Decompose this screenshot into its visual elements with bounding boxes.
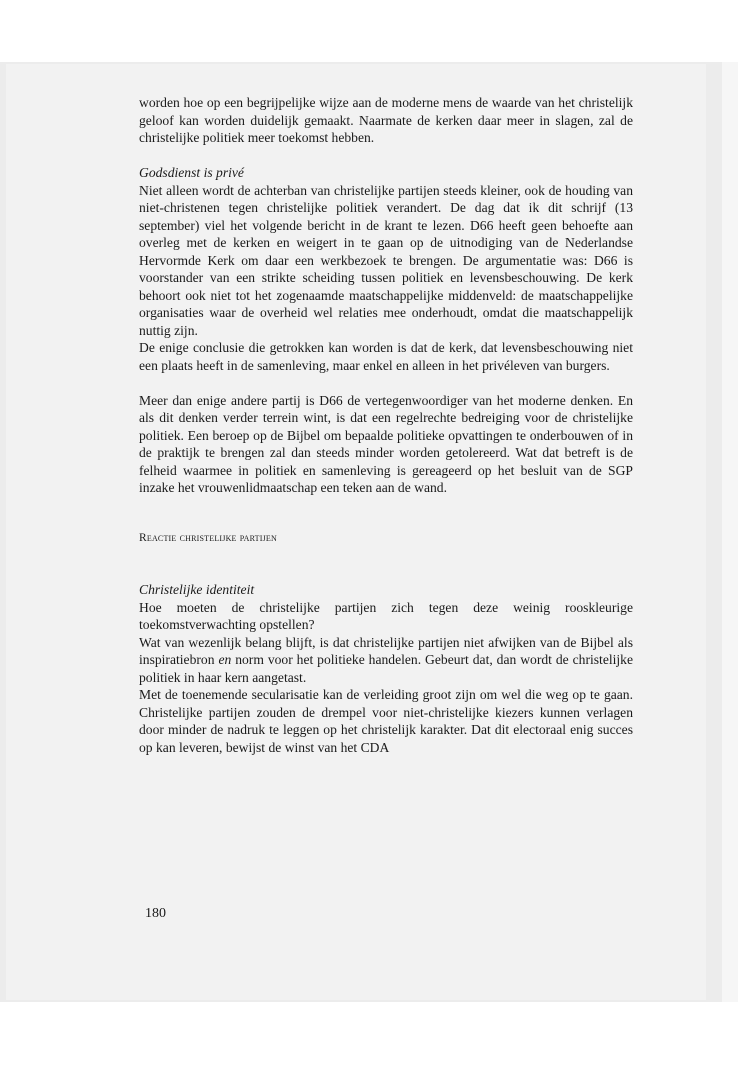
page-number: 180	[145, 906, 166, 921]
section-heading-reactie: Reactie christelijke partijen	[139, 532, 277, 544]
paragraph-4: Meer dan enige andere partij is D66 de vertegenwoordiger van het moderne denken. En als dit denken verder terrein wint, is dat een regelrechte bedreiging voor de christelijke politiek. Een beroep op de Bijbel om bepaalde politieke opvattingen te onderbouwen of in de praktijk te brengen zal dan steeds minder worden getolereerd. Wat dat betreft is de felheid waarmee in politiek en samenleving is gereageerd op het besluit van de SGP inzake het vrouwenlidmaatschap een teken aan de wand.	[139, 392, 633, 495]
page-content	[139, 94, 633, 756]
scan-edge	[722, 62, 738, 1002]
paragraph-7: Met de toenemende secularisatie kan de verleiding groot zijn om wel die weg op te gaan. Christelijke partijen zouden de drempel voor niet-christelijke kiezers kunnen verlagen door minder de nadruk te leggen op het christelijk karakter. Dat dit electoraal enig succes op kan leveren, bewijst de winst van het CDA	[139, 687, 633, 755]
paragraph-6-text-before: Wat van wezenlijk belang blijft, is dat christelijke partijen niet afwijken van de Bijbel als inspiratiebron	[139, 634, 633, 667]
heading-christelijke-identiteit: Christelijke identiteit	[139, 582, 255, 597]
heading-godsdienst-is-prive: Godsdienst is privé	[139, 165, 244, 180]
paragraph-3: De enige conclusie die getrokken kan worden is dat de kerk, dat levensbeschouwing niet een plaats heeft in de samenleving, maar enkel en alleen in het privéleven van burgers.	[139, 340, 633, 373]
paragraph-6-emphasis: en	[218, 652, 232, 667]
paragraph-2: Niet alleen wordt de achterban van christelijke partijen steeds kleiner, ook de houding van niet-christenen tegen christelijke politiek verandert. De dag dat ik dit schrijf (13 september) viel het volgende bericht in de krant te lezen. D66 heeft geen behoefte aan overleg met de kerken en weigert in te gaan op de uitnodiging van de Nederlandse Hervormde Kerk om daar een werkbezoek te brengen. De argumentatie was: D66 is voorstander van een strikte scheiding tussen politiek en levensbeschouwing. De kerk behoort ook niet tot het zogenaamde maatschappelijke middenveld: de maatschappelijke organisaties waar de overheid wel relaties mee onderhoudt, omdat die maatschappelijk nuttig zijn.	[139, 182, 633, 338]
paragraph-5: Hoe moeten de christelijke partijen zich tegen deze weinig rooskleurige toekomstverwachting opstellen?	[139, 599, 633, 632]
paragraph-6	[139, 634, 633, 687]
paragraph-1: worden hoe op een begrijpelijke wijze aan de moderne mens de waarde van het christelijk geloof kan worden duidelijk gemaakt. Naarmate de kerken daar meer in slagen, zal de christelijke politiek meer toekomst hebben.	[139, 95, 633, 145]
paragraph-6-text-after: norm voor het politieke handelen. Gebeurt dat, dan wordt de christelijke politiek in haar kern aangetast.	[139, 652, 634, 685]
